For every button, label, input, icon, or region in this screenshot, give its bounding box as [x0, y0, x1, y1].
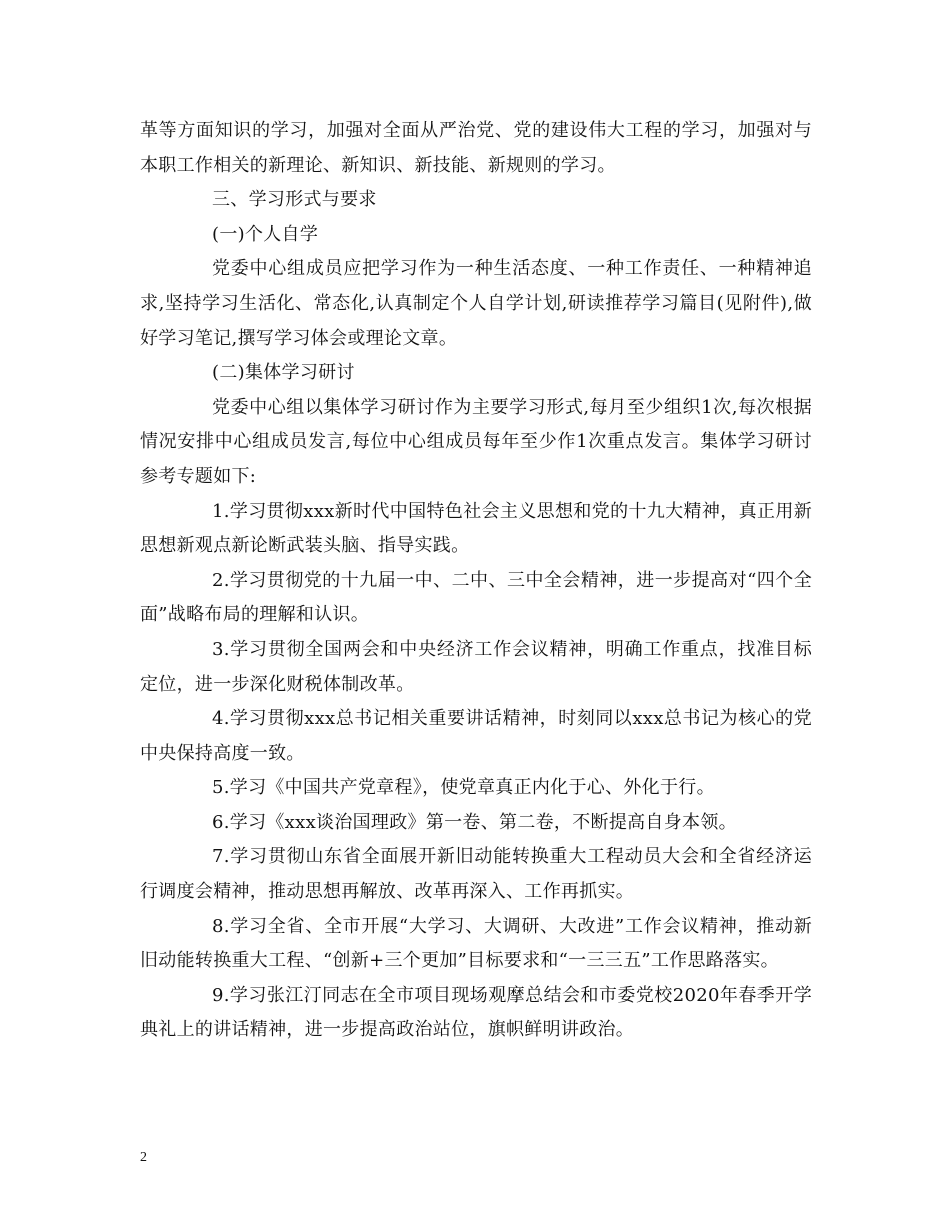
- list-item: 7.学习贯彻山东省全面展开新旧动能转换重大工程动员大会和全省经济运行调度会精神，推动思想再解放、改革再深入、工作再抓实。: [140, 846, 812, 903]
- paragraph: 党委中心组成员应把学习作为一种生活态度、一种工作责任、一种精神追求,坚持学习生活化、常态化,认真制定个人自学计划,研读推荐学习篇目(见附件),做好学习笔记,撰写学习体会或理论文章。: [140, 258, 812, 349]
- section-heading: 三、学习形式与要求: [212, 189, 377, 211]
- list-item: 9.学习张江汀同志在全市项目现场观摩总结会和市委党校2020年春季开学典礼上的讲话精神，进一步提高政治站位，旗帜鲜明讲政治。: [140, 984, 812, 1041]
- list-item: 4.学习贯彻xxx总书记相关重要讲话精神，时刻同以xxx总书记为核心的党中央保持高度一致。: [140, 708, 812, 764]
- subsection-heading: (二)集体学习研讨: [212, 362, 355, 384]
- page-number: 2: [140, 1150, 147, 1165]
- list-item: 1.学习贯彻xxx新时代中国特色社会主义思想和党的十九大精神，真正用新思想新观点新论断武装头脑、指导实践。: [140, 500, 812, 557]
- subsection-heading: (一)个人自学: [212, 223, 319, 245]
- list-item: 5.学习《中国共产党章程》，使党章真正内化于心、外化于行。: [212, 777, 715, 799]
- list-item: 2.学习贯彻党的十九届一中、二中、三中全会精神，进一步提高对“四个全面”战略布局的理解和认识。: [140, 569, 812, 626]
- document-body: [140, 114, 812, 1048]
- list-item: 8.学习全省、全市开展“大学习、大调研、大改进”工作会议精神，推动新旧动能转换重大工程、“创新+三个更加”目标要求和“一三三五”工作思路落实。: [140, 915, 812, 972]
- list-item: 6.学习《xxx谈治国理政》第一卷、第二卷，不断提高自身本领。: [212, 811, 737, 833]
- paragraph-continuation: 革等方面知识的学习，加强对全面从严治党、党的建设伟大工程的学习，加强对与本职工作相关的新理论、新知识、新技能、新规则的学习。: [140, 120, 812, 176]
- list-item: 3.学习贯彻全国两会和中央经济工作会议精神，明确工作重点，找准目标定位，进一步深化财税体制改革。: [140, 638, 812, 695]
- paragraph: 党委中心组以集体学习研讨作为主要学习形式,每月至少组织1次,每次根据情况安排中心组成员发言,每位中心组成员每年至少作1次重点发言。集体学习研讨参考专题如下:: [140, 396, 812, 487]
